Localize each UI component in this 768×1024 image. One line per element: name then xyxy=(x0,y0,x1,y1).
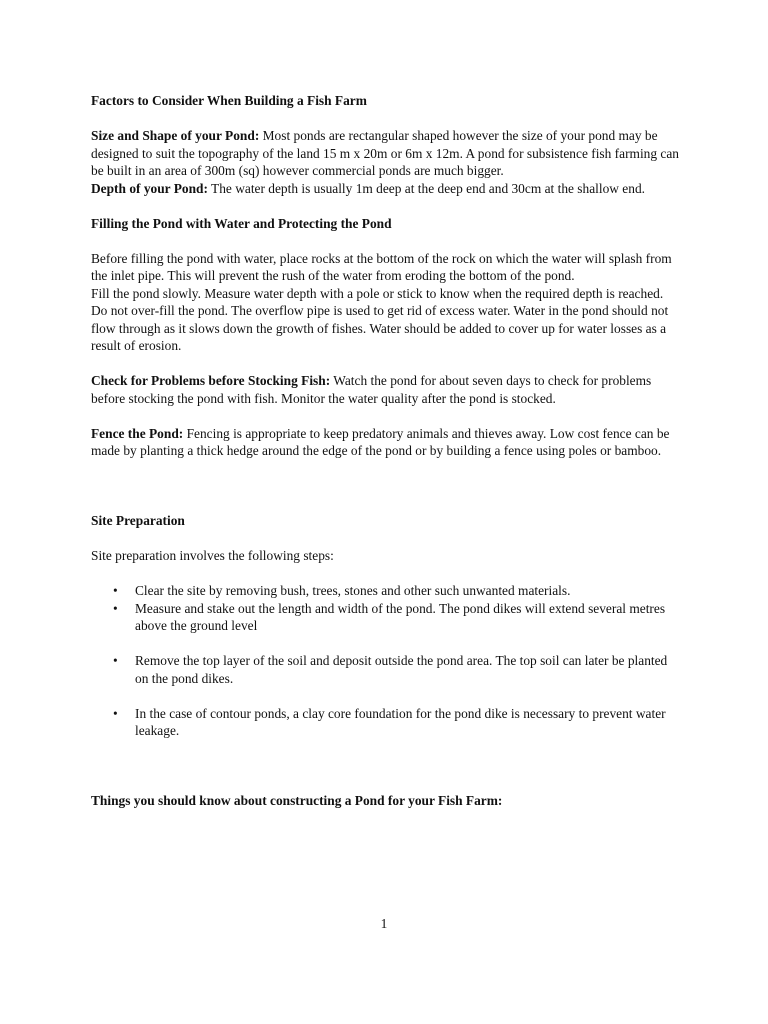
filling-paragraph: Before filling the pond with water, place rocks at the bottom of the rock on which the water will splash from the inlet pipe. This will prevent the rush of the water from eroding the bottom of the pond. xyxy=(91,250,672,283)
depth-text: The water depth is usually 1m deep at the deep end and 30cm at the shallow end. xyxy=(207,180,645,196)
list-item xyxy=(91,600,681,635)
site-intro: Site preparation involves the following steps: xyxy=(91,548,334,563)
check-label: Check for Problems before Stocking Fish: xyxy=(91,373,331,388)
list-item-text: Remove the top layer of the soil and deposit outside the pond area. The top soil can later be planted on the pond dikes. xyxy=(135,653,668,686)
bullet-icon: • xyxy=(113,583,118,598)
size-shape-text: Most ponds are rectangular shaped however the size of your pond may be designed to suit the topography of the land 15 m x 20m or 6m x 12m. A pond for subsistence fish farming can be built in an area of 300m (sq) however commercial ponds are much bigger. xyxy=(91,128,679,178)
bullet-icon: • xyxy=(113,653,118,668)
fence-label: Fence the Pond: xyxy=(91,425,184,441)
list-spacer xyxy=(91,635,681,653)
fence-paragraph xyxy=(91,425,681,460)
size-shape-paragraph xyxy=(91,127,681,180)
page-number: 1 xyxy=(380,916,388,931)
check-paragraph xyxy=(91,372,681,407)
list-item xyxy=(91,652,681,687)
site-heading: Site Preparation xyxy=(91,513,185,528)
size-shape-label: Size and Shape of your Pond: xyxy=(91,128,260,143)
bullet-icon: • xyxy=(113,600,118,616)
things-heading: Things you should know about constructing a Pond for your Fish Farm: xyxy=(91,793,503,808)
check-text: Watch the pond for about seven days to check for problems before stocking the pond with fish. Monitor the water quality after the pond is stocked. xyxy=(91,373,652,406)
list-item-text: Measure and stake out the length and width of the pond. The pond dikes will extend several metres above the ground level xyxy=(135,600,666,633)
bullet-icon: • xyxy=(113,705,118,721)
document-body xyxy=(91,92,681,810)
filling-paragraph: Fill the pond slowly. Measure water depth with a pole or stick to know when the required depth is reached. xyxy=(91,285,664,301)
document-title: Factors to Consider When Building a Fish Farm xyxy=(91,93,367,108)
depth-label: Depth of your Pond: xyxy=(91,180,208,196)
fence-text: Fencing is appropriate to keep predatory animals and thieves away. Low cost fence can be made by planting a thick hedge around the edge of the pond or by building a fence using poles or bamboo. xyxy=(91,425,670,458)
site-steps-list xyxy=(91,582,681,740)
filling-heading: Filling the Pond with Water and Protecting the Pond xyxy=(91,215,392,231)
list-item xyxy=(91,705,681,740)
list-item-text: Clear the site by removing bush, trees, stones and other such unwanted materials. xyxy=(135,583,571,598)
list-spacer xyxy=(91,687,681,705)
filling-paragraph: Do not over-fill the pond. The overflow pipe is used to get rid of excess water. Water in the pond should not flow through as it slows down the growth of fishes. Water should be added to cover up for water losses as a result of erosion. xyxy=(91,303,669,353)
list-item-text: In the case of contour ponds, a clay core foundation for the pond dike is necessary to prevent water leakage. xyxy=(135,705,666,738)
depth-paragraph xyxy=(91,180,681,198)
list-item xyxy=(91,582,681,600)
